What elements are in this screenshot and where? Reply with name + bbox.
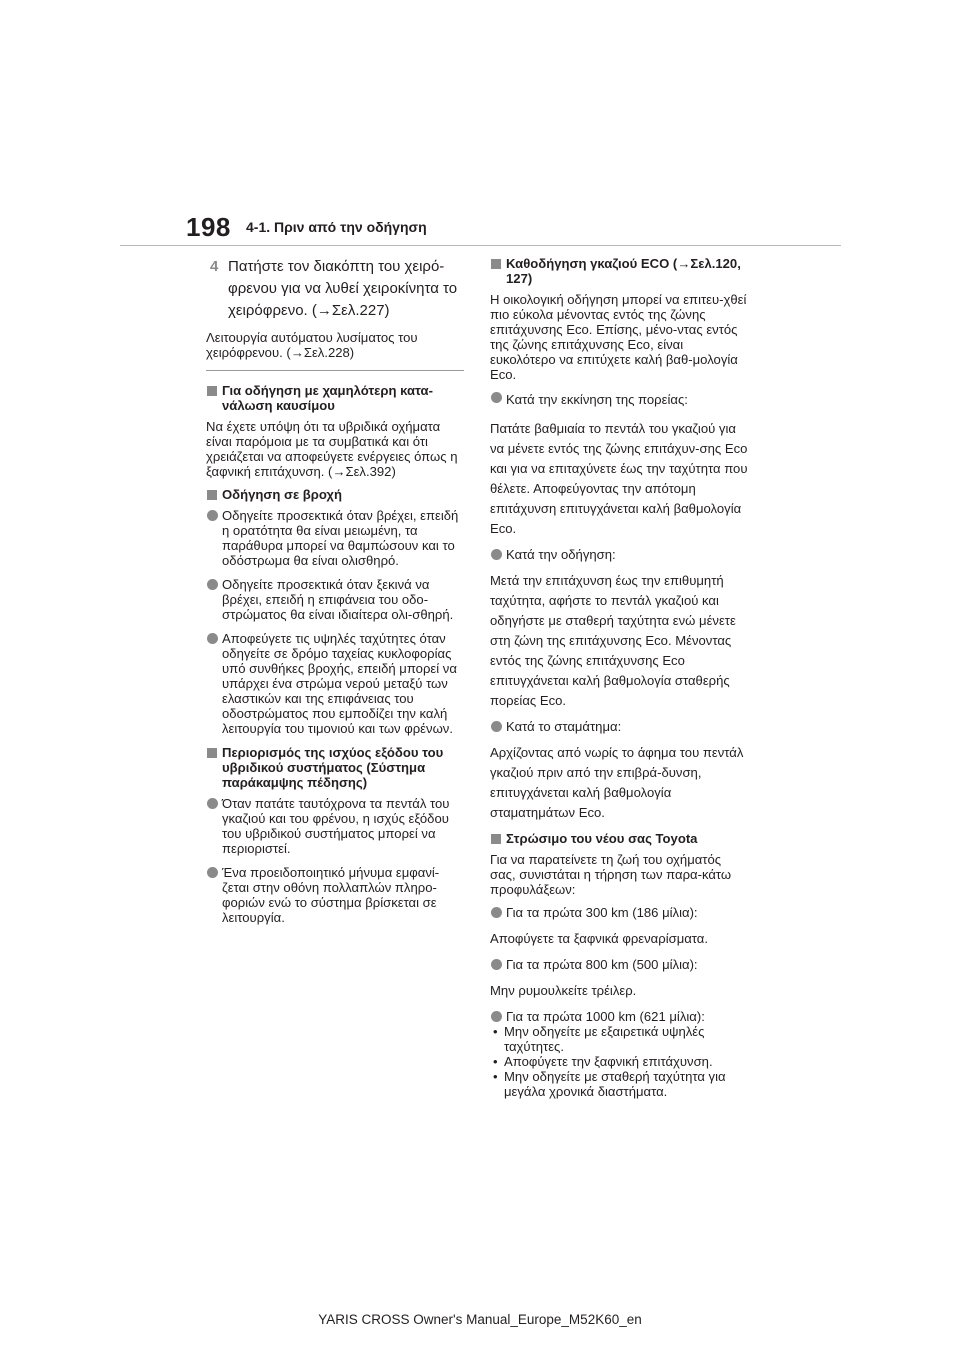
- break-in-bullet-1000: [490, 1009, 750, 1024]
- dash-item: [490, 1024, 750, 1054]
- break-in-800-text: Μην ρυμουλκείτε τρέιλερ.: [490, 983, 637, 998]
- eco-intro-text: Η οικολογική οδήγηση μπορεί να επιτευ-χθεί πιο εύκολα μένοντας εντός της ζώνης επιτάχυνσης Eco. Επίσης, μένο-ντας εντός της ζώνης επιτάχυνσης Eco, είναι ευκολότερο να επιτύχετε καλή βαθ-μολογία Eco.: [490, 292, 747, 382]
- heading-power-limit: [206, 745, 466, 790]
- heading-text: Στρώσιμο του νέου σας Toyota: [506, 831, 698, 846]
- square-bullet-icon: [491, 259, 501, 269]
- right-column: [490, 256, 750, 1099]
- power-bullet-1: [206, 796, 466, 856]
- circle-bullet-icon: [491, 959, 502, 970]
- left-column: [206, 256, 466, 934]
- footer-manual-id: YARIS CROSS Owner's Manual_Europe_M52K60_en: [318, 1312, 642, 1327]
- eco-bullet-stopping: [490, 719, 750, 734]
- square-bullet-icon: [491, 834, 501, 844]
- circle-bullet-icon: [207, 579, 218, 590]
- auto-release-note: Λειτουργία αυτόματου λυσίματος του χειρόφρενου. (→Σελ.228): [206, 330, 418, 360]
- eco-start-text: Πατάτε βαθμιαία το πεντάλ του γκαζιού για να μένετε εντός της ζώνης επιτάχυν-σης Eco και για να επιταχύνετε έως την ταχύτητα που θέλετε. Αποφεύγοντας την απότομη επιτάχυνση επιτυγχάνεται καλή βαθμολογία Eco.: [490, 421, 748, 536]
- break-in-bullet-300: [490, 905, 750, 920]
- dash-icon: •: [493, 1069, 498, 1084]
- heading-break-in: [490, 831, 750, 846]
- circle-bullet-icon: [491, 907, 502, 918]
- bullet-text: Οδηγείτε προσεκτικά όταν βρέχει, επειδή η ορατότητα θα είναι μειωμένη, τα παράθυρα μπορεί να θαμπώσουν και το οδόστρωμα θα είναι ολισθηρό.: [222, 508, 459, 568]
- bullet-label: Κατά την οδήγηση:: [506, 547, 616, 562]
- eco-bullet-start: [490, 390, 750, 410]
- bullet-label: Για τα πρώτα 800 km (500 μίλια):: [506, 957, 698, 972]
- circle-bullet-icon: [207, 510, 218, 521]
- step-text: Πατήστε τον διακόπτη του χειρό-φρενου για να λυθεί χειροκίνητα το χειρόφρενο. (→Σελ.227): [228, 258, 458, 319]
- fuel-economy-text: Να έχετε υπόψη ότι τα υβριδικά οχήματα είναι παρόμοια με τα συμβατικά και ότι χρειάζεται να αποφεύγετε ενέργειες όπως η ξαφνική επιτάχυνση. (→Σελ.392): [206, 419, 458, 479]
- dash-item: [490, 1054, 750, 1069]
- heading-fuel-economy: [206, 383, 466, 413]
- heading-rain-driving: [206, 487, 466, 502]
- section-divider: [206, 370, 464, 371]
- circle-bullet-icon: [207, 798, 218, 809]
- bullet-text: Όταν πατάτε ταυτόχρονα τα πεντάλ του γκαζιού και του φρένου, η ισχύς εξόδου του υβριδικού συστήματος μπορεί να περιοριστεί.: [222, 796, 450, 856]
- dash-text: Μην οδηγείτε με σταθερή ταχύτητα για μεγάλα χρονικά διαστήματα.: [504, 1069, 726, 1099]
- circle-bullet-icon: [491, 549, 502, 560]
- step-number: 4: [210, 258, 219, 275]
- dash-icon: •: [493, 1024, 498, 1039]
- section-title: 4-1. Πριν από την οδήγηση: [246, 219, 427, 235]
- eco-driving-text: Μετά την επιτάχυνση έως την επιθυμητή ταχύτητα, αφήστε το πεντάλ γκαζιού και οδηγήστε με σταθερή ταχύτητα ενώ μένετε στη ζώνη της επιτάχυνσης Eco. Μένοντας εντός της ζώνης επιτάχυνσης Eco επιτυγχάνεται καλή βαθμολογία σταθερής πορείας Eco.: [490, 573, 736, 708]
- break-in-bullet-800: [490, 957, 750, 972]
- circle-bullet-icon: [207, 867, 218, 878]
- heading-text: Περιορισμός της ισχύος εξόδου του υβριδικού συστήματος (Σύστημα παράκαμψης πέδησης): [222, 745, 444, 790]
- bullet-text: Οδηγείτε προσεκτικά όταν ξεκινά να βρέχει, επειδή η επιφάνεια του οδο-στρώματος θα είναι ιδιαίτερα ολι-σθηρή.: [222, 577, 454, 622]
- circle-bullet-icon: [207, 633, 218, 644]
- heading-text: Για οδήγηση με χαμηλότερη κατα-νάλωση καυσίμου: [222, 383, 433, 413]
- step-4: [206, 256, 466, 322]
- rain-bullet-2: [206, 577, 466, 622]
- square-bullet-icon: [207, 748, 217, 758]
- header-rule: [120, 245, 841, 246]
- dash-item: [490, 1069, 750, 1099]
- rain-bullet-1: [206, 508, 466, 568]
- dash-text: Μην οδηγείτε με εξαιρετικά υψηλές ταχύτητες.: [504, 1024, 705, 1054]
- bullet-label: Για τα πρώτα 1000 km (621 μίλια):: [506, 1009, 705, 1024]
- square-bullet-icon: [207, 386, 217, 396]
- dash-icon: •: [493, 1054, 498, 1069]
- heading-eco-guidance: [490, 256, 750, 286]
- bullet-label: Για τα πρώτα 300 km (186 μίλια):: [506, 905, 698, 920]
- break-in-300-text: Αποφύγετε τα ξαφνικά φρεναρίσματα.: [490, 931, 709, 946]
- break-in-intro-text: Για να παρατείνετε τη ζωή του οχήματός σας, συνιστάται η τήρηση των παρα-κάτω προφυλάξεων:: [490, 852, 732, 897]
- dash-text: Αποφύγετε την ξαφνική επιτάχυνση.: [504, 1054, 713, 1069]
- eco-bullet-driving: [490, 547, 750, 562]
- circle-bullet-icon: [491, 392, 502, 403]
- bullet-label: Κατά την εκκίνηση της πορείας:: [506, 392, 688, 407]
- bullet-text: Ένα προειδοποιητικό μήνυμα εμφανί-ζεται στην οθόνη πολλαπλών πληρο-φοριών ενώ το σύστημα βρίσκεται σε λειτουργία.: [222, 865, 440, 925]
- circle-bullet-icon: [491, 721, 502, 732]
- bullet-label: Κατά το σταμάτημα:: [506, 719, 622, 734]
- bullet-text: Αποφεύγετε τις υψηλές ταχύτητες όταν οδηγείτε σε δρόμο ταχείας κυκλοφορίας υπό συνθήκες βροχής, επειδή μπορεί να υπάρχει ένα στρώμα νερού μεταξύ των ελαστικών και της επιφάνειας του οδοστρώματος που εμποδίζει την καλή λειτουργία του τιμονιού και των φρένων.: [222, 631, 457, 736]
- heading-text: Καθοδήγηση γκαζιού ECO (→Σελ.120, 127): [506, 256, 741, 286]
- power-bullet-2: [206, 865, 466, 925]
- eco-stopping-text: Αρχίζοντας από νωρίς το άφημα του πεντάλ γκαζιού πριν από την επιβρά-δυνση, επιτυγχάνεται καλή βαθμολογία σταματημάτων Eco.: [490, 745, 744, 820]
- circle-bullet-icon: [491, 1011, 502, 1022]
- page-number: 198: [186, 212, 231, 242]
- heading-text: Οδήγηση σε βροχή: [222, 487, 342, 502]
- rain-bullet-3: [206, 631, 466, 736]
- square-bullet-icon: [207, 490, 217, 500]
